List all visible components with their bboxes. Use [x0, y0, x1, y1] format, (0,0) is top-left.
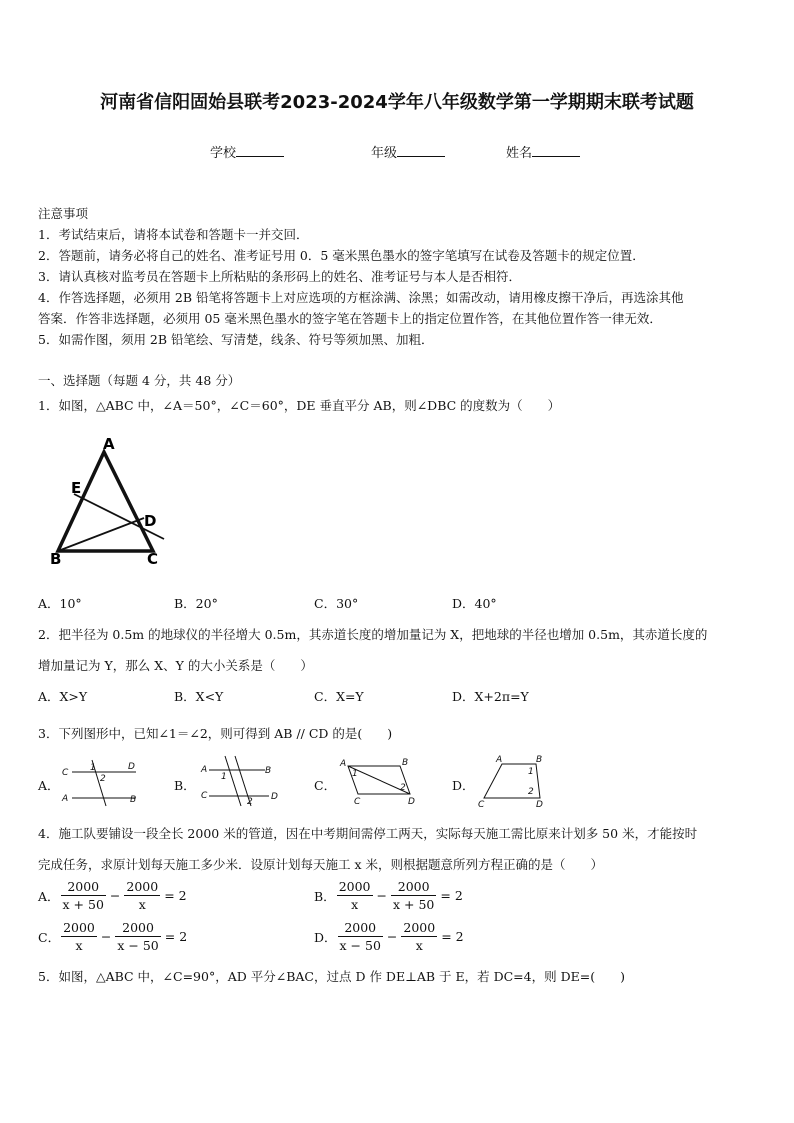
denominator: x + 50	[392, 897, 435, 912]
minus-sign: −	[100, 929, 112, 944]
name-label: 姓名	[506, 146, 533, 161]
option-label: C．	[38, 929, 61, 945]
q3-option-a: A．	[38, 778, 60, 793]
denominator: x	[75, 938, 83, 953]
q3-option-b: B．	[174, 778, 196, 793]
fig-a-label-d: D	[128, 762, 135, 772]
fig-a-label-c: C	[62, 768, 69, 778]
q1-option-a: A．10°	[38, 596, 82, 611]
denominator: x − 50	[117, 938, 159, 953]
q3-figure-d	[474, 752, 560, 810]
fig-c-label-a: A	[340, 759, 347, 769]
fig-b-label-c: C	[201, 791, 208, 801]
minus-sign: −	[386, 929, 398, 944]
denominator: x	[351, 897, 359, 912]
q3-figure-c	[336, 754, 422, 808]
fig-c-angle-1: 1	[352, 769, 358, 779]
grade-blank	[397, 144, 445, 157]
numerator: 2000	[126, 879, 159, 894]
fig-c-label-c: C	[354, 797, 361, 807]
q2-line2: 增加量记为 Y，那么 X、Y 的大小关系是（ ）	[38, 658, 313, 673]
page-title: 河南省信阳固始县联考2023-2024学年八年级数学第一学期期末联考试题	[100, 92, 694, 113]
q3-figure-a	[58, 754, 144, 808]
q2-option-d: D．X+2π=Y	[452, 689, 529, 704]
fig-d-label-c: C	[478, 800, 485, 810]
right-hand-side: = 2	[440, 888, 463, 903]
q3-option-d: D．	[452, 778, 475, 793]
fig-a-label-b: B	[130, 795, 137, 805]
denominator: x	[415, 938, 423, 953]
school-field	[210, 142, 284, 161]
denominator: x + 50	[62, 897, 104, 912]
note-item: 4．作答选择题，必须用 2B 铅笔将答题卡上对应选项的方框涂满、涂黑；如需改动，请用橡皮擦干净后，再选涂其他	[38, 290, 684, 305]
note-item: 2．答题前，请务必将自己的姓名、准考证号用 0．5 毫米黑色墨水的签字笔填写在试卷及答题卡的规定位置．	[38, 248, 645, 263]
q1-stem: 1．如图，△ABC 中，∠A＝50°，∠C＝60°，DE 垂直平分 AB，则∠DBC 的度数为（ ）	[38, 398, 561, 413]
q1-option-c: C．30°	[314, 596, 359, 611]
notes-heading: 注意事项	[38, 206, 89, 221]
fig-a-label-a: A	[62, 794, 69, 804]
fig-d-angle-2: 2	[528, 787, 534, 797]
grade-label: 年级	[371, 146, 398, 161]
q4-option-d	[314, 919, 467, 954]
q3-option-c: C．	[314, 778, 337, 793]
fig-b-label-b: B	[265, 766, 272, 776]
school-label: 学校	[210, 146, 237, 161]
grade-field	[371, 142, 445, 161]
school-blank	[236, 144, 284, 157]
q3-stem: 3．下列图形中，已知∠1＝∠2，则可得到 AB // CD 的是( )	[38, 726, 393, 741]
q4-option-a	[38, 878, 190, 913]
fig-d-angle-1: 1	[528, 767, 534, 777]
label-d: D	[144, 512, 157, 530]
q1-triangle-figure	[40, 432, 180, 572]
fig-b-label-a: A	[201, 765, 208, 775]
section-heading: 一、选择题（每题 4 分，共 48 分）	[38, 373, 241, 388]
q5-stem: 5．如图，△ABC 中，∠C=90°，AD 平分∠BAC，过点 D 作 DE⊥AB 于 E，若 DC=4，则 DE=( )	[38, 969, 625, 984]
fig-c-label-b: B	[402, 758, 409, 768]
fig-b-label-d: D	[271, 792, 278, 802]
label-e: E	[71, 479, 82, 497]
name-field	[506, 142, 580, 161]
numerator: 2000	[63, 920, 95, 935]
numerator: 2000	[61, 878, 106, 896]
numerator: 2000	[338, 919, 383, 937]
numerator: 2000	[338, 879, 371, 894]
fig-d-label-a: A	[496, 755, 503, 765]
q4-line2: 完成任务，求原计划每天施工多少米．设原计划每天施工 x 米，则根据题意所列方程正确的是（ ）	[38, 857, 603, 872]
fig-a-angle-1: 1	[90, 763, 96, 773]
option-label: B．	[314, 888, 336, 904]
denominator: x − 50	[339, 938, 381, 953]
numerator: 2000	[115, 919, 160, 937]
right-hand-side: = 2	[164, 888, 187, 903]
note-item: 1．考试结束后，请将本试卷和答题卡一并交回．	[38, 227, 309, 242]
minus-sign: −	[376, 888, 387, 903]
q2-option-a: A．X>Y	[38, 689, 88, 704]
fig-c-angle-2: 2	[400, 783, 406, 793]
denominator: x	[138, 897, 146, 912]
fig-d-label-d: D	[536, 800, 543, 810]
fig-d-label-b: B	[536, 755, 543, 765]
triangle-abc	[58, 452, 153, 551]
q3-figure-b	[195, 752, 281, 808]
q1-option-d: D．40°	[452, 596, 497, 611]
q4-line1: 4．施工队要铺设一段全长 2000 米的管道，因在中考期间需停工两天，实际每天施工需比原来计划多 50 米，才能按时	[38, 826, 698, 841]
numerator: 2000	[391, 878, 436, 896]
q2-option-b: B．X<Y	[174, 689, 224, 704]
note-item: 3．请认真核对监考员在答题卡上所粘贴的条形码上的姓名、准考证号与本人是否相符．	[38, 269, 521, 284]
fig-b-angle-2: 2	[247, 797, 253, 807]
option-label: A．	[38, 888, 60, 904]
fig-b-angle-1: 1	[221, 772, 227, 782]
right-hand-side: = 2	[441, 929, 464, 944]
note-item: 答案．作答非选择题，必须用 05 毫米黑色墨水的签字笔在答题卡上的指定位置作答，在其他位置作答一律无效．	[38, 311, 662, 326]
label-b: B	[50, 550, 62, 568]
label-c: C	[147, 550, 159, 568]
q2-option-c: C．X=Y	[314, 689, 364, 704]
note-item: 5．如需作图，须用 2B 铅笔绘、写清楚，线条、符号等须加黑、加粗．	[38, 332, 434, 347]
label-a: A	[103, 435, 115, 453]
name-blank	[532, 144, 580, 157]
q4-option-b	[314, 878, 466, 913]
q1-option-b: B．20°	[174, 596, 218, 611]
option-label: D．	[314, 929, 337, 945]
right-hand-side: = 2	[164, 929, 188, 944]
minus-sign: −	[109, 888, 121, 903]
q2-line1: 2．把半径为 0.5m 的地球仪的半径增大 0.5m，其赤道长度的增加量记为 X，把地球的半径也增加 0.5m，其赤道长度的	[38, 627, 708, 642]
numerator: 2000	[403, 920, 436, 935]
q4-option-c	[38, 919, 190, 954]
fig-c-label-d: D	[408, 797, 415, 807]
fig-a-angle-2: 2	[100, 774, 106, 784]
